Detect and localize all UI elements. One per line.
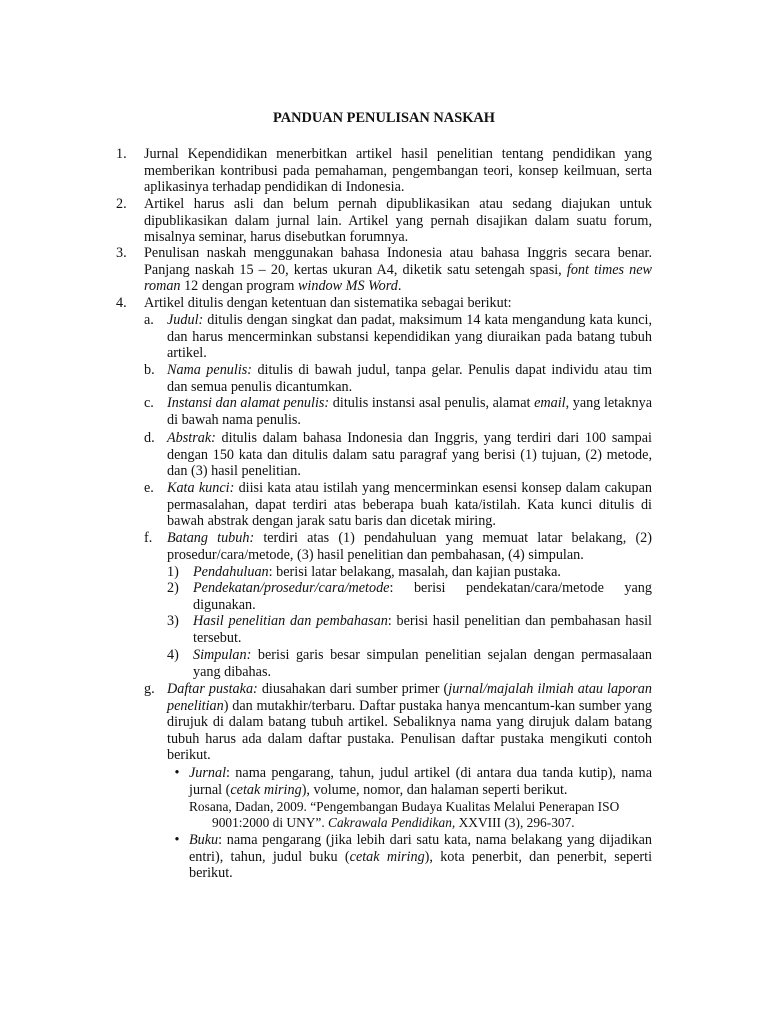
sub-item-a: a. Judul: ditulis dengan singkat dan padat, maksimum 14 kata mengandung kata kunci, dan harus mencerminkan substansi kependidikan yang diuraikan pada batang tubuh artikel.	[144, 312, 652, 362]
body-item-2: 2) Pendekatan/prosedur/cara/metode: berisi pendekatan/cara/metode yang digunakan.	[167, 580, 652, 613]
page-title: PANDUAN PENULISAN NASKAH	[272, 110, 495, 126]
sub-item-d: d. Abstrak: ditulis dalam bahasa Indonesia dan Inggris, yang terdiri dari 100 sampai dengan 150 kata dan ditulis dalam satu paragraf yang berisi (1) tujuan, (2) metode, dan (3) hasil penelitian.	[144, 430, 652, 480]
bullet-jurnal: • Jurnal: nama pengarang, tahun, judul artikel (di antara dua tanda kutip), nama jurnal (cetak miring), volume, nomor, dan halaman seperti berikut.	[165, 765, 652, 798]
sub-item-c: c. Instansi dan alamat penulis: ditulis instansi asal penulis, alamat email, yang letaknya di bawah nama penulis.	[144, 395, 652, 428]
reference-example: Rosana, Dadan, 2009. “Pengembangan Budaya Kualitas Melalui Penerapan ISO 9001:2000 di UNY”. Cakrawala Pendidikan, XXVIII (3), 296-307.	[189, 799, 620, 830]
sub-item-f: f. Batang tubuh: terdiri atas (1) pendahuluan yang memuat latar belakang, (2) prosedur/cara/metode, (3) hasil penelitian dan pembahasan, (4) simpulan.	[144, 530, 652, 563]
item-number: 4.	[116, 295, 127, 311]
list-item-1	[116, 146, 652, 196]
item-number: 1.	[116, 146, 127, 162]
list-item-2	[116, 196, 652, 246]
bullet-icon: •	[174, 765, 180, 781]
body-item-3: 3) Hasil penelitian dan pembahasan: berisi hasil penelitian dan pembahasan hasil tersebut.	[167, 613, 652, 646]
item-text: Jurnal Kependidikan menerbitkan artikel hasil penelitian tentang pendidikan yang memberikan kontribusi pada pemahaman, pengembangan teori, konsep keilmuan, serta aplikasinya terhadap pendidikan di Indonesia.	[144, 146, 652, 196]
sub-item-g: g. Daftar pustaka: diusahakan dari sumber primer (jurnal/majalah ilmiah atau laporan penelitian) dan mutakhir/terbaru. Daftar pustaka hanya mencantum-kan sumber yang dirujuk di dalam batang tubuh artikel. Sebaliknya nama yang dirujuk dalam batang tubuh harus ada dalam daftar pustaka. Penulisan daftar pustaka mengikuti contoh berikut.	[144, 681, 652, 764]
sub-item-b: b. Nama penulis: ditulis di bawah judul, tanpa gelar. Penulis dapat individu atau tim dan semua penulis dicantumkan.	[144, 362, 653, 395]
sub-item-e: e. Kata kunci: diisi kata atau istilah yang mencerminkan esensi konsep dalam cakupan permasalahan, dapat terdiri atas beberapa buah kata/istilah. Kata kunci ditulis di bawah abstrak dengan jarak satu baris dan dicetak miring.	[144, 480, 652, 530]
list-item-4	[116, 295, 652, 312]
bullet-icon: •	[174, 832, 180, 848]
item-number: 2.	[116, 196, 127, 212]
body-item-4: 4) Simpulan: berisi garis besar simpulan penelitian sejalan dengan permasalaan yang dibahas.	[167, 647, 652, 680]
item-number: 3.	[116, 245, 127, 261]
item-text: Artikel harus asli dan belum pernah dipublikasikan atau sedang diajukan untuk dipublikasikan dalam jurnal lain. Artikel yang pernah disajikan dalam suatu forum, misalnya seminar, harus disebutkan forumnya.	[144, 196, 652, 246]
body-item-1: 1) Pendahuluan: berisi latar belakang, masalah, dan kajian pustaka.	[167, 564, 561, 580]
bullet-buku: • Buku: nama pengarang (jika lebih dari satu kata, nama belakang yang dijadikan entri), tahun, judul buku (cetak miring), kota penerbit, dan penerbit, seperti berikut.	[165, 832, 652, 882]
item-text: Penulisan naskah menggunakan bahasa Indonesia atau bahasa Inggris secara benar. Panjang naskah 15 – 20, kertas ukuran A4, diketik satu setengah spasi, font times new roman 12 dengan program window MS Word.	[144, 245, 653, 295]
list-item-3	[116, 245, 652, 295]
item-text: Artikel ditulis dengan ketentuan dan sistematika sebagai berikut:	[144, 295, 512, 311]
